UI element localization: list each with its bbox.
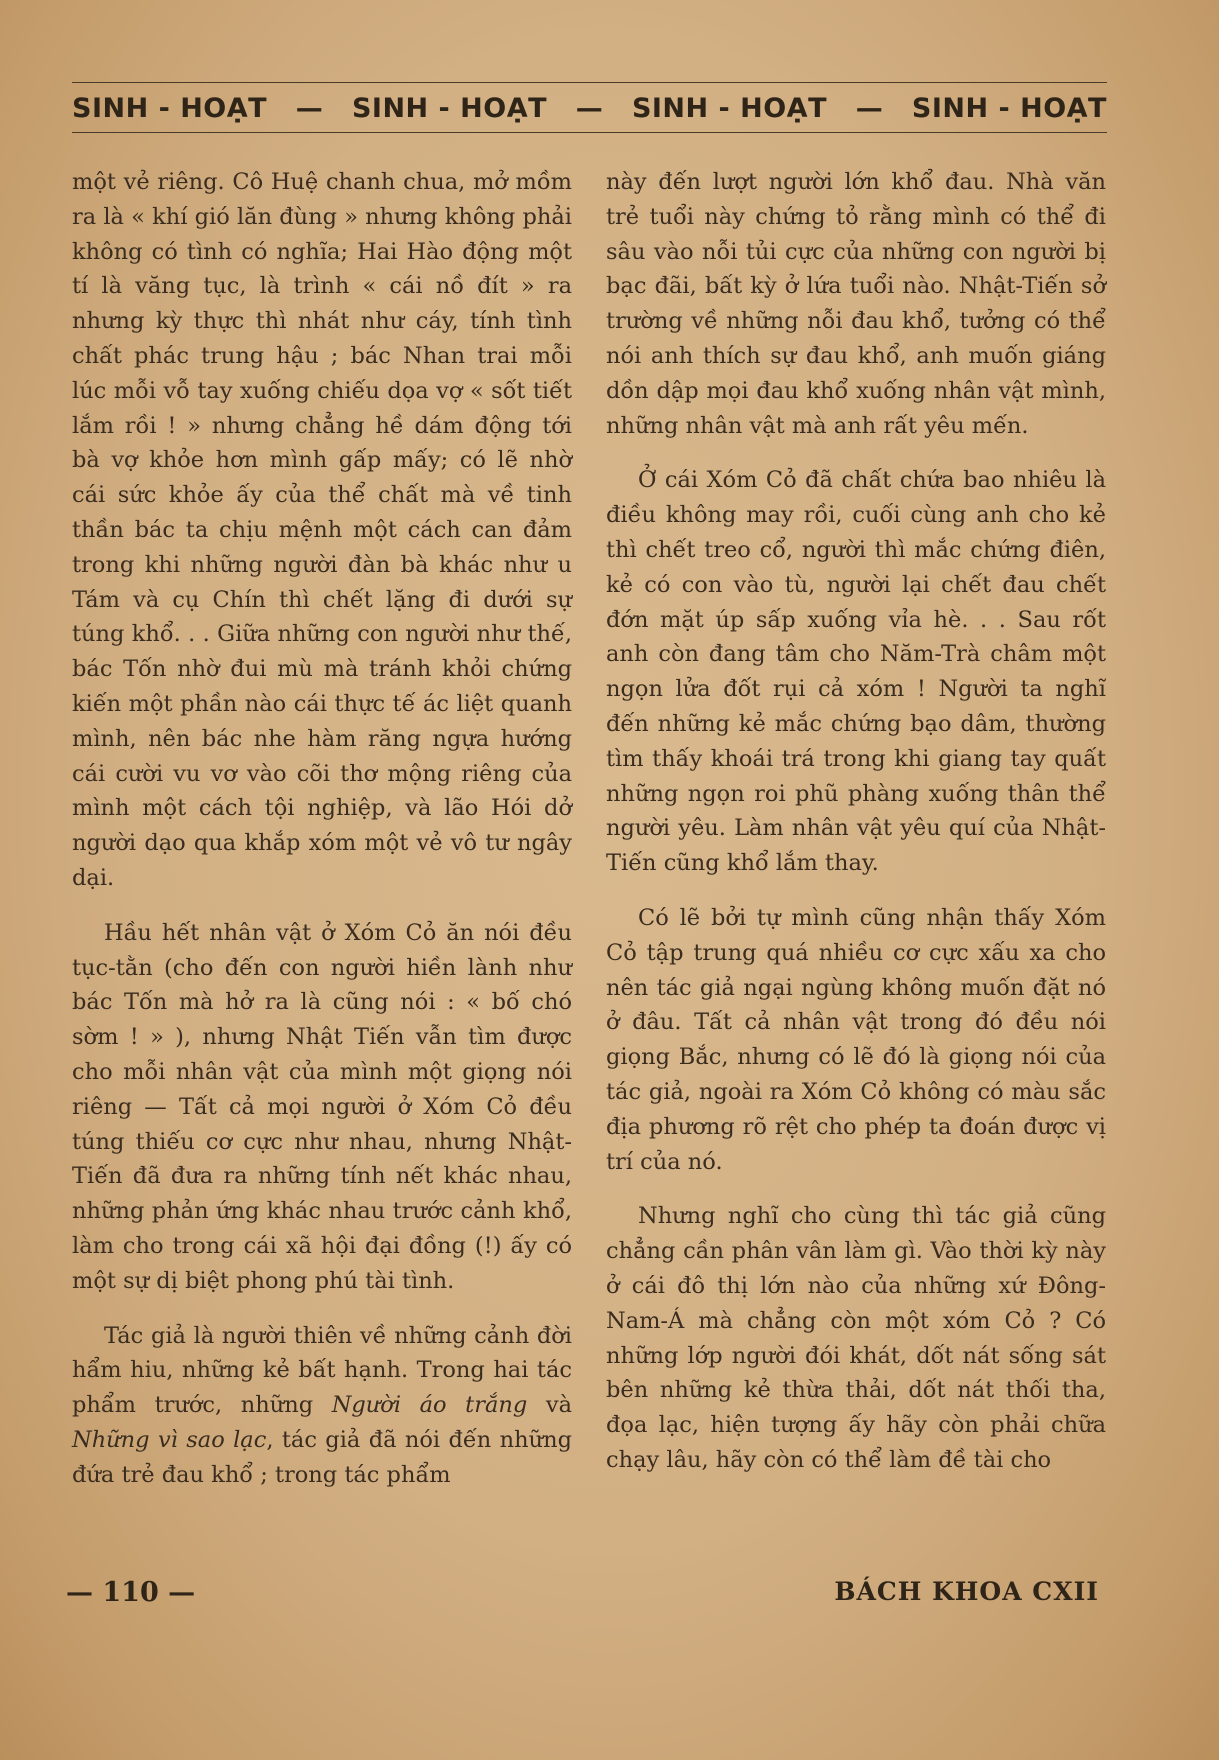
- paragraph-text: Tác giả là người thiên về những cảnh đời hẩm hiu, những kẻ bất hạnh. Trong hai tác phẩm trước, những: [72, 1322, 572, 1419]
- paragraph-text: và: [527, 1392, 572, 1419]
- book-title: Người áo trắng: [331, 1392, 528, 1419]
- running-head-item: SINH - HOẠT: [351, 92, 548, 124]
- paragraph: Ở cái Xóm Cỏ đã chất chứa bao nhiêu là điều không may rồi, cuối cùng anh cho kẻ thì chết treo cổ, người thì mắc chứng điên, kẻ có con vào tù, người lại chết đau chết đớn mặt úp sấp xuống vỉa hè. . . Sau rốt anh còn đang tâm cho Năm-Trà châm một ngọn lửa đốt rụi cả xóm ! Người ta nghĩ đến những kẻ mắc chứng bạo dâm, thường tìm thấy khoái trá trong khi giang tay quất những ngọn roi phũ phàng xuống thân thể người yêu. Làm nhân vật yêu quí của Nhật-Tiến cũng khổ lắm thay.: [606, 467, 1106, 877]
- paragraph: [72, 1319, 572, 1493]
- book-title: Những vì sao lạc: [72, 1426, 267, 1453]
- running-head-separator: —: [855, 92, 884, 124]
- right-column: [606, 165, 1106, 1498]
- page-number: — 110 —: [66, 1577, 196, 1608]
- running-head: [72, 88, 1107, 128]
- running-head-separator: —: [295, 92, 324, 124]
- running-head-item: SINH - HOẠT: [911, 92, 1107, 124]
- paragraph: Nhưng nghĩ cho cùng thì tác giả cũng chẳng cần phân vân làm gì. Vào thời kỳ này ở cái đô thị lớn nào của những xứ Đông-Nam-Á mà chẳng còn một xóm Cỏ ? Có những lớp người đói khát, dốt nát sống sát bên những kẻ thừa thải, dốt nát thối tha, đọa lạc, hiện tượng ấy hãy còn phải chữa chạy lâu, hãy còn có thể làm đề tài cho: [606, 1203, 1106, 1473]
- left-column: [72, 165, 572, 1512]
- paragraph: Có lẽ bởi tự mình cũng nhận thấy Xóm Cỏ tập trung quá nhiều cơ cực xấu xa cho nên tác giả ngại ngùng không muốn đặt nó ở đâu. Tất cả nhân vật trong đó đều nói giọng Bắc, nhưng có lẽ đó là giọng nói của tác giả, ngoài ra Xóm Cỏ không có màu sắc địa phương rõ rệt cho phép ta đoán được vị trí của nó.: [606, 904, 1106, 1175]
- header-rule-top: [72, 82, 1107, 83]
- magazine-issue: BÁCH KHOA CXII: [834, 1577, 1099, 1606]
- running-head-item: SINH - HOẠT: [631, 92, 827, 124]
- paragraph-text: , tác giả đã nói đến những đứa trẻ đau khổ ; trong tác phẩm: [72, 1426, 572, 1488]
- paragraph: này đến lượt người lớn khổ đau. Nhà văn trẻ tuổi này chứng tỏ rằng mình có thể đi sâu vào nỗi tủi cực của những con người bị bạc đãi, bất kỳ ở lứa tuổi nào. Nhật-Tiến sở trường về những nỗi đau khổ, tưởng có thể nói anh thích sự đau khổ, anh muốn giáng dồn dập mọi đau khổ xuống nhân vật mình, những nhân vật mà anh rất yêu mến.: [606, 169, 1106, 439]
- header-rule-bottom: [72, 132, 1107, 133]
- paragraph: một vẻ riêng. Cô Huệ chanh chua, mở mồm ra là « khí gió lăn đùng » nhưng không phải không có tình có nghĩa; Hai Hào động một tí là văng tục, là trình « cái nồ đít » ra nhưng kỳ thực thì nhát như cáy, tính tình chất phác trung hậu ; bác Nhan trai mỗi lúc mỗi vỗ tay xuống chiếu dọa vợ « sốt tiết lắm rồi ! » nhưng chẳng hề dám động tới bà vợ khỏe hơn mình gấp mấy; có lẽ nhờ cái sức khỏe ấy của thể chất mà về tinh thần bác ta chịu mệnh một cách can đảm trong khi những người đàn bà khác như u Tám và cụ Chín thì chết lặng đi dưới sự túng khổ. . . Giữa những con người như thế, bác Tốn nhờ đui mù mà tránh khỏi chứng kiến một phần nào cái thực tế ác liệt quanh mình, nên bác nhe hàm răng ngựa hướng cái cười vu vơ vào cõi thơ mộng riêng của mình một cách tội nghiệp, và lão Hói dở người dạo qua khắp xóm một vẻ vô tư ngây dại.: [72, 169, 572, 891]
- running-head-item: SINH - HOẠT: [72, 92, 268, 124]
- paragraph: Hầu hết nhân vật ở Xóm Cỏ ăn nói đều tục-tằn (cho đến con người hiền lành như bác Tốn mà hở ra là cũng nói : « bố chó sờm ! » ), nhưng Nhật Tiến vẫn tìm được cho mỗi nhân vật của mình một giọng nói riêng — Tất cả mọi người ở Xóm Cỏ đều túng thiếu cơ cực như nhau, nhưng Nhật-Tiến đã đưa ra những tính nết khác nhau, những phản ứng khác nhau trước cảnh khổ, làm cho trong cái xã hội đại đồng (!) ấy có một sự dị biệt phong phú tài tình.: [72, 919, 572, 1294]
- running-head-separator: —: [575, 92, 604, 124]
